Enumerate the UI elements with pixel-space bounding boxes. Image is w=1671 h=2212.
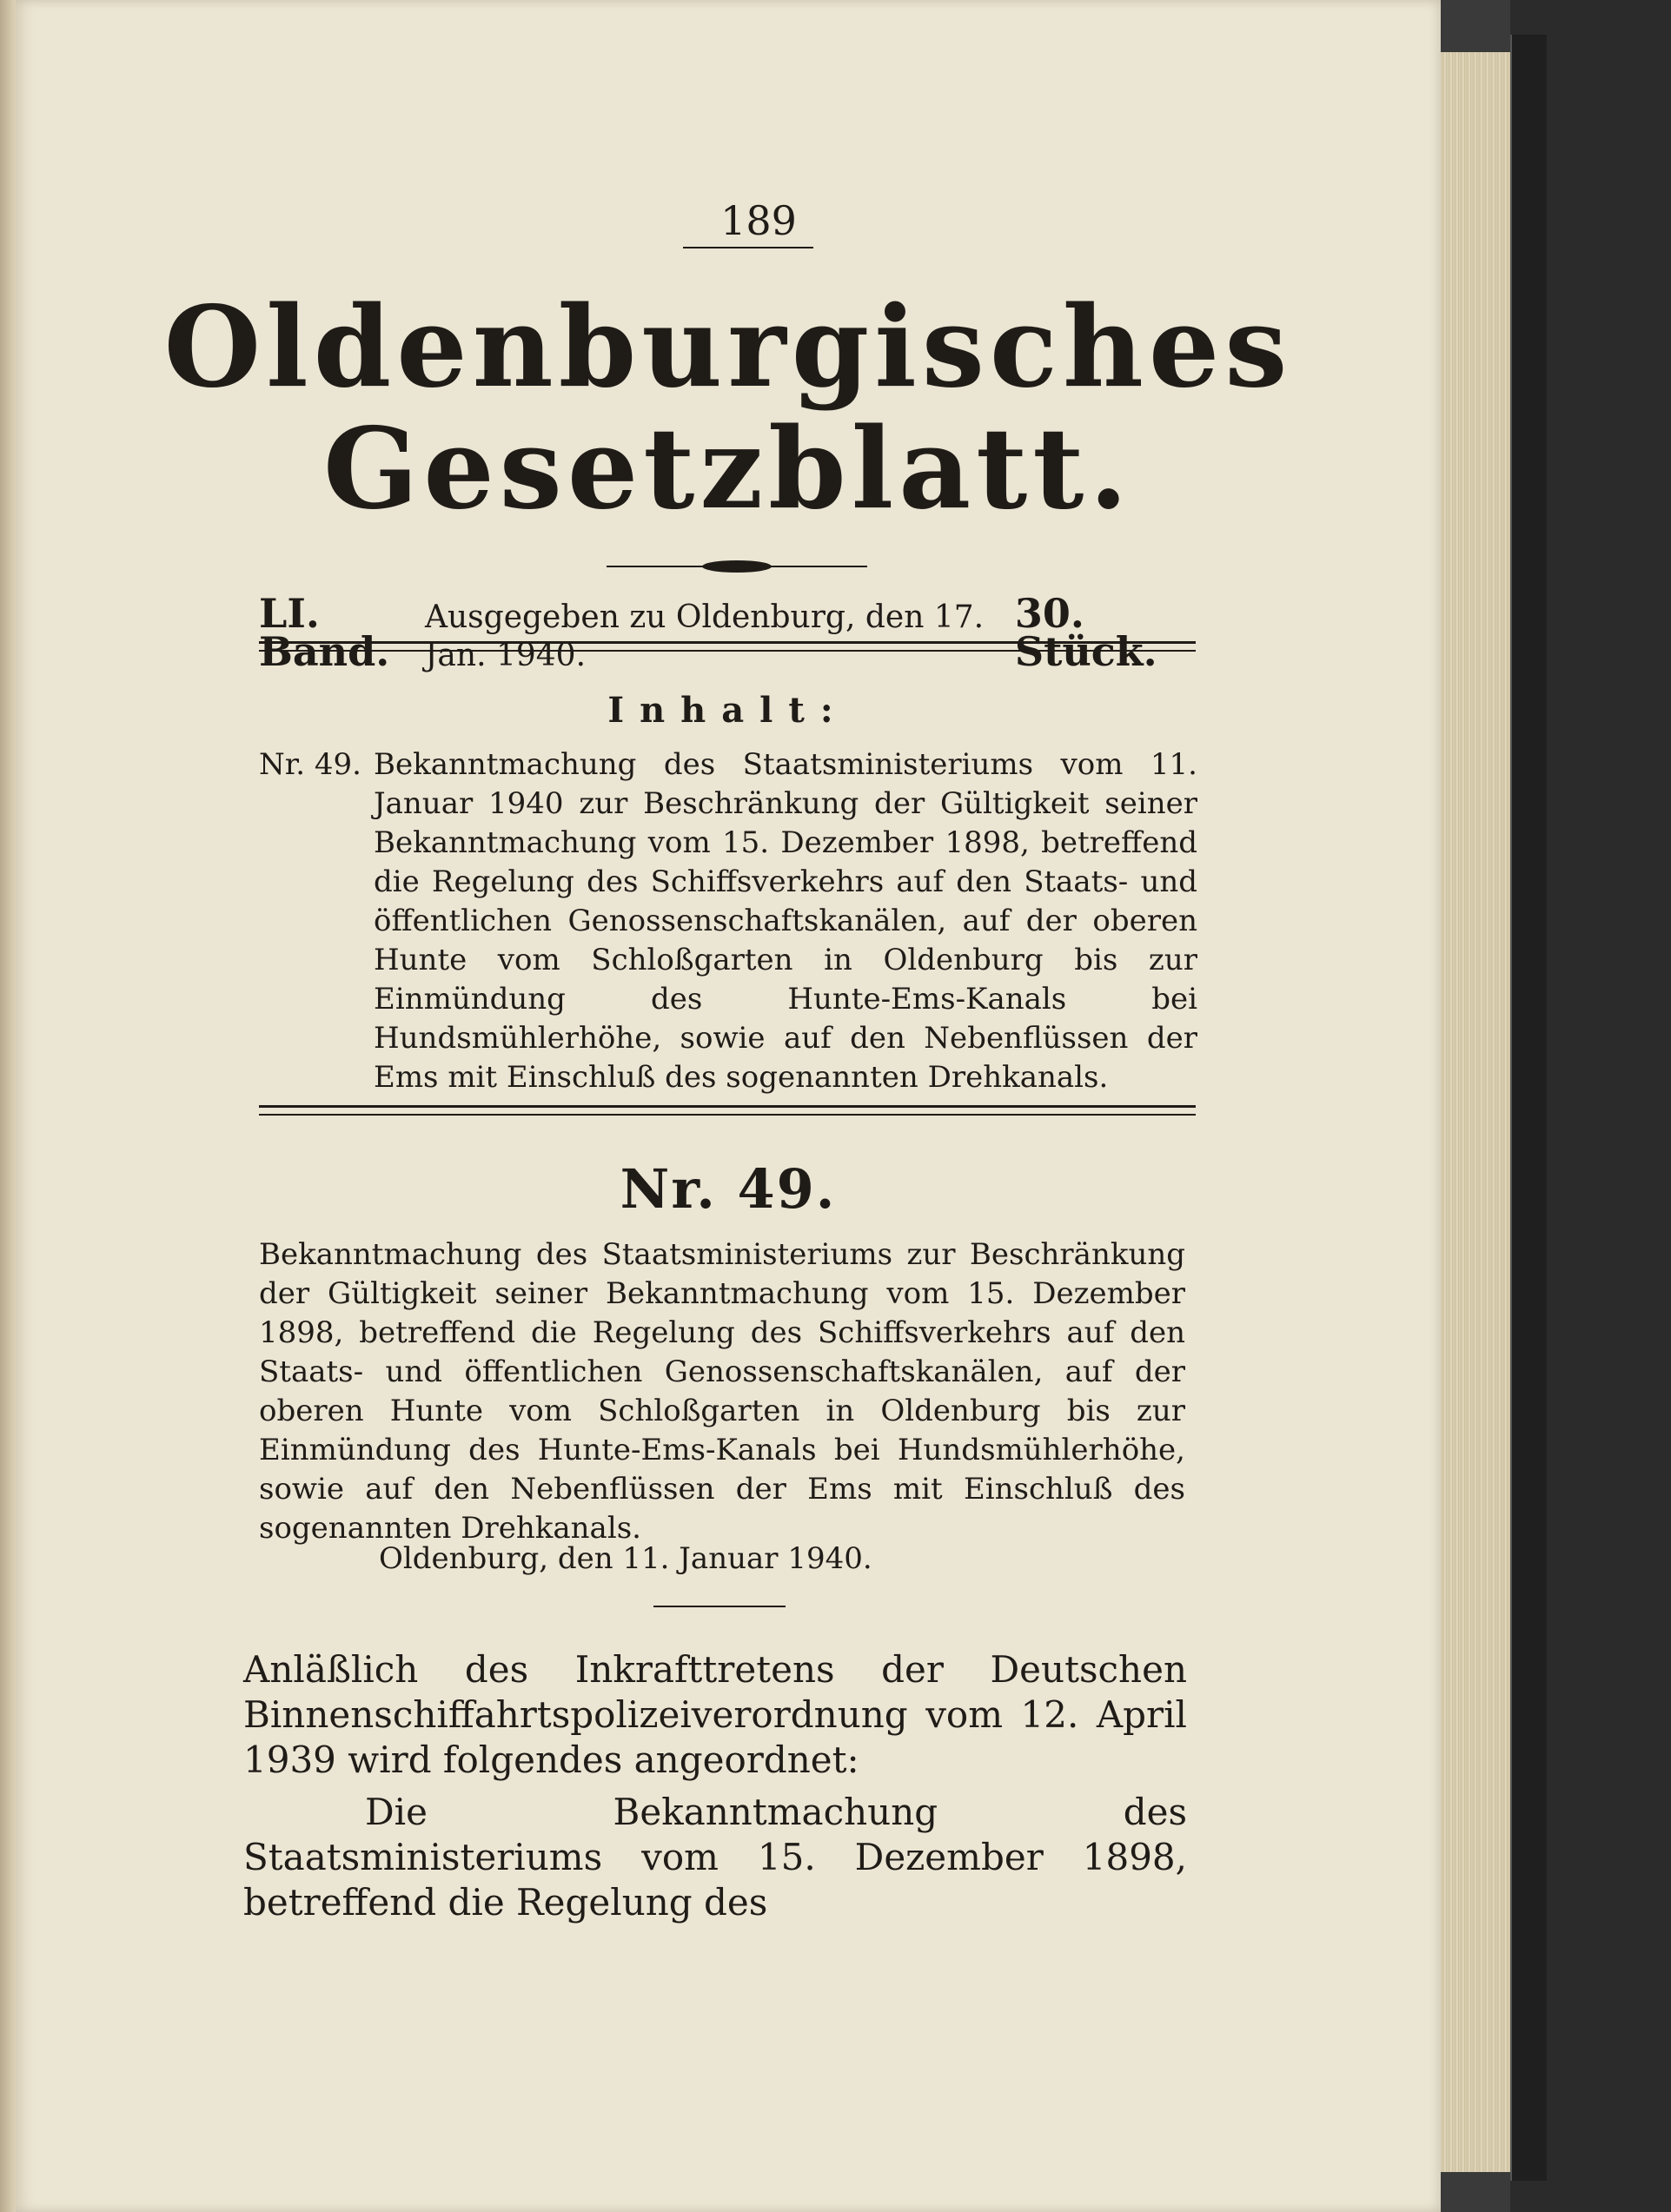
issue-header: [259, 590, 1197, 675]
header-rule-bottom: [259, 650, 1196, 652]
piece-number: 30. Stück.: [1014, 590, 1157, 675]
section-divider: [653, 1606, 786, 1607]
issue-date: Ausgegeben zu Oldenburg, den 17. Jan. 1940.: [425, 599, 985, 673]
place-date: Oldenburg, den 11. Januar 1940.: [379, 1541, 872, 1576]
body-paragraph-1: Anläßlich des Inkrafttretens der Deutschen Binnenschiffahrtspolizeiverordnung vom 12. April 1939 wird folgendes angeordnet:: [243, 1648, 1187, 1781]
title-line-2: Gesetzblatt.: [323, 404, 1133, 534]
page-edges: [1441, 52, 1510, 2172]
body-paragraph-2: Die Bekanntmachung des Staatsministeriums vom 15. Dezember 1898, betreffend die Regelung des: [243, 1791, 1187, 1924]
book-cover: [1510, 0, 1671, 2212]
contents-rule-top: [259, 1105, 1196, 1108]
gazette-page: [16, 0, 1441, 2212]
header-rule-top: [259, 641, 1196, 644]
contents-entry-number: Nr. 49.: [259, 747, 361, 782]
title-line-1: Oldenburgisches: [163, 282, 1293, 413]
contents-heading: Inhalt:: [607, 690, 849, 731]
contents-entry-text: Bekanntmachung des Staatsministeriums vom 11. Januar 1940 zur Beschränkung der Gültigkeit seiner Bekanntmachung vom 15. Dezember 1898, betreffend die Regelung des Schiffsverkehrs auf den Staats- und öffentlichen Genossenschaftskanälen, auf der oberen Hunte vom Schloßgarten in Oldenburg bis zur Einmündung des Hunte-Ems-Kanals bei Hundsmühlerhöhe, sowie auf den Nebenflüssen der Ems mit Einschluß des sogenannten Drehkanals.: [374, 747, 1197, 1095]
page-number-rule: [683, 247, 813, 248]
title-ornament: [607, 556, 867, 577]
contents-rule-bottom: [259, 1114, 1196, 1116]
book-gutter: [0, 0, 16, 2212]
volume-label: LI. Band.: [259, 590, 390, 675]
page-number: 189: [720, 197, 797, 244]
announcement-title: Bekanntmachung des Staatsministeriums zur Beschränkung der Gültigkeit seiner Bekanntmachung vom 15. Dezember 1898, betreffend die Regelung des Schiffsverkehrs auf den Staats- und öffentlichen Genossenschaftskanälen, auf der oberen Hunte vom Schloßgarten in Oldenburg bis zur Einmündung des Hunte-Ems-Kanals bei Hundsmühlerhöhe, sowie auf den Nebenflüssen der Ems mit Einschluß des sogenannten Drehkanals.: [259, 1237, 1185, 1546]
section-heading: Nr. 49.: [620, 1157, 837, 1221]
